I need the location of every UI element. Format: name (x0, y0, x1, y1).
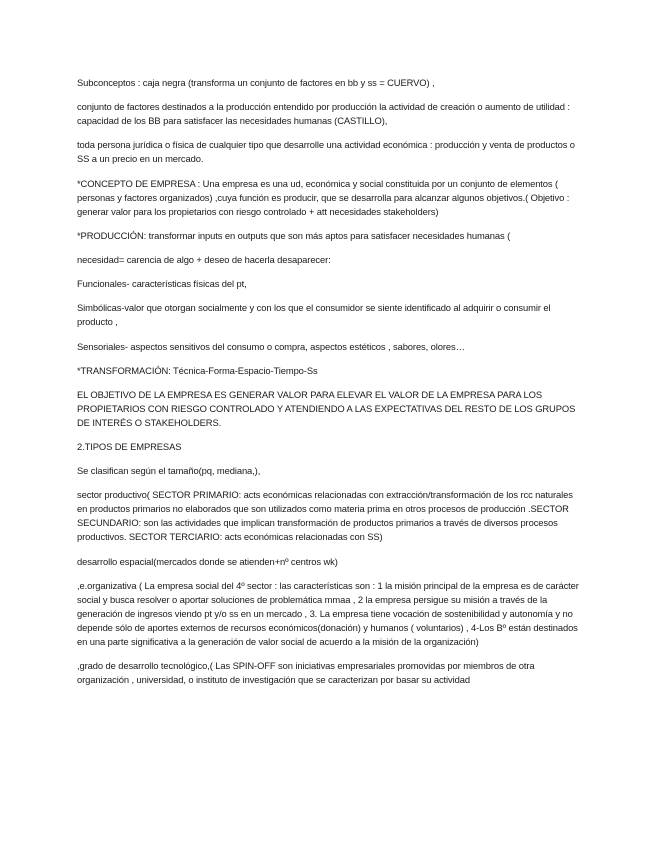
paragraph-concepto-empresa: *CONCEPTO DE EMPRESA : Una empresa es una ud, económica y social constituida por un conjunto de elementos ( personas y factores organizados) ,cuya función es producir, que se desarrolla para alcanzar algunos objetivos.( Objetivo : generar valor para los propietarios con riesgo controlado + att necesidades stakeholders) (77, 177, 570, 217)
paragraph-desarrollo-espacial: desarrollo espacial(mercados donde se atienden+nº centros wk) (77, 555, 338, 567)
paragraph-clasificacion-tamano: Se clasifican según el tamaño(pq, mediana,), (77, 465, 261, 477)
paragraph-estructura-organizativa: ,e.organizativa ( La empresa social del 4º sector : las características son : 1 la misión principal de la empresa es de carácter social y busca resolver o aportar soluciones de problemática mmaa , 2 la empresa persigue su misión a través de la generación de ingresos viendo pt y/o ss en un mercado , 3. La empresa tiene vocación de sostenibilidad y autonomía y no depende sólo de aportes externos de recursos económicos(donación) y humanos ( voluntarios) , 4-Los Bº están destinados en una parte significativa a la generación de valor social de acuerdo a la misión de la organización) (77, 579, 579, 647)
paragraph-subconceptos: Subconceptos : caja negra (transforma un conjunto de factores en bb y ss = CUERVO) , (77, 77, 435, 88)
paragraph-sector-productivo: sector productivo( SECTOR PRIMARIO: acts económicas relacionadas con extracción/transformación de los rcc naturales en productos primarios no elaborados que son utilizados como materia prima en otros procesos de producción .SECTOR SECUNDARIO: son las actividades que implican transformación de productos primarios a través de diversos procesos productivos. SECTOR TERCIARIO: acts económicas relacionadas con SS) (77, 489, 573, 543)
paragraph-necesidad: necesidad= carencia de algo + deseo de hacerla desaparecer: (77, 253, 331, 265)
paragraph-produccion: *PRODUCCIÓN: transformar inputs en outputs que son más aptos para satisfacer necesidades humanas ( (77, 229, 511, 241)
paragraph-desarrollo-tecnologico: ,grado de desarrollo tecnológico,( Las SPIN-OFF son iniciativas empresariales promovidas por miembros de otra organización , universidad, o instituto de investigación que se caracterizan por basar su actividad (77, 660, 535, 685)
paragraph-funcionales: Funcionales- características físicas del pt, (77, 278, 247, 290)
paragraph-simbolicas: Simbólicas-valor que otorgan socialmente y con los que el consumidor se siente identificado al adquirir o consumir el producto , (77, 302, 551, 328)
paragraph-transformacion: *TRANSFORMACIÓN: Técnica-Forma-Espacio-Tiempo-Ss (77, 364, 318, 376)
paragraph-objetivo-empresa: EL OBJETIVO DE LA EMPRESA ES GENERAR VALOR PARA ELEVAR EL VALOR DE LA EMPRESA PARA LOS PROPIETARIOS CON RIESGO CONTROLADO Y ATENDIENDO A LAS EXPECTATIVAS DEL RESTO DE LOS GRUPOS DE INTERÉS O STAKEHOLDERS. (77, 388, 576, 428)
document-body (77, 76, 579, 697)
paragraph-persona-juridica: toda persona jurídica o física de cualquier tipo que desarrolle una actividad económica : producción y venta de productos o SS a un precio en un mercado. (77, 139, 575, 165)
paragraph-factores: conjunto de factores destinados a la producción entendido por producción la actividad de creación o aumento de utilidad : capacidad de los BB para satisfacer las necesidades humanas (CASTILLO), (77, 101, 570, 127)
paragraph-sensoriales: Sensoriales- aspectos sensitivos del consumo o compra, aspectos estéticos , sabores, olores… (77, 340, 465, 352)
section-heading-tipos-empresas: 2.TIPOS DE EMPRESAS (77, 441, 182, 453)
